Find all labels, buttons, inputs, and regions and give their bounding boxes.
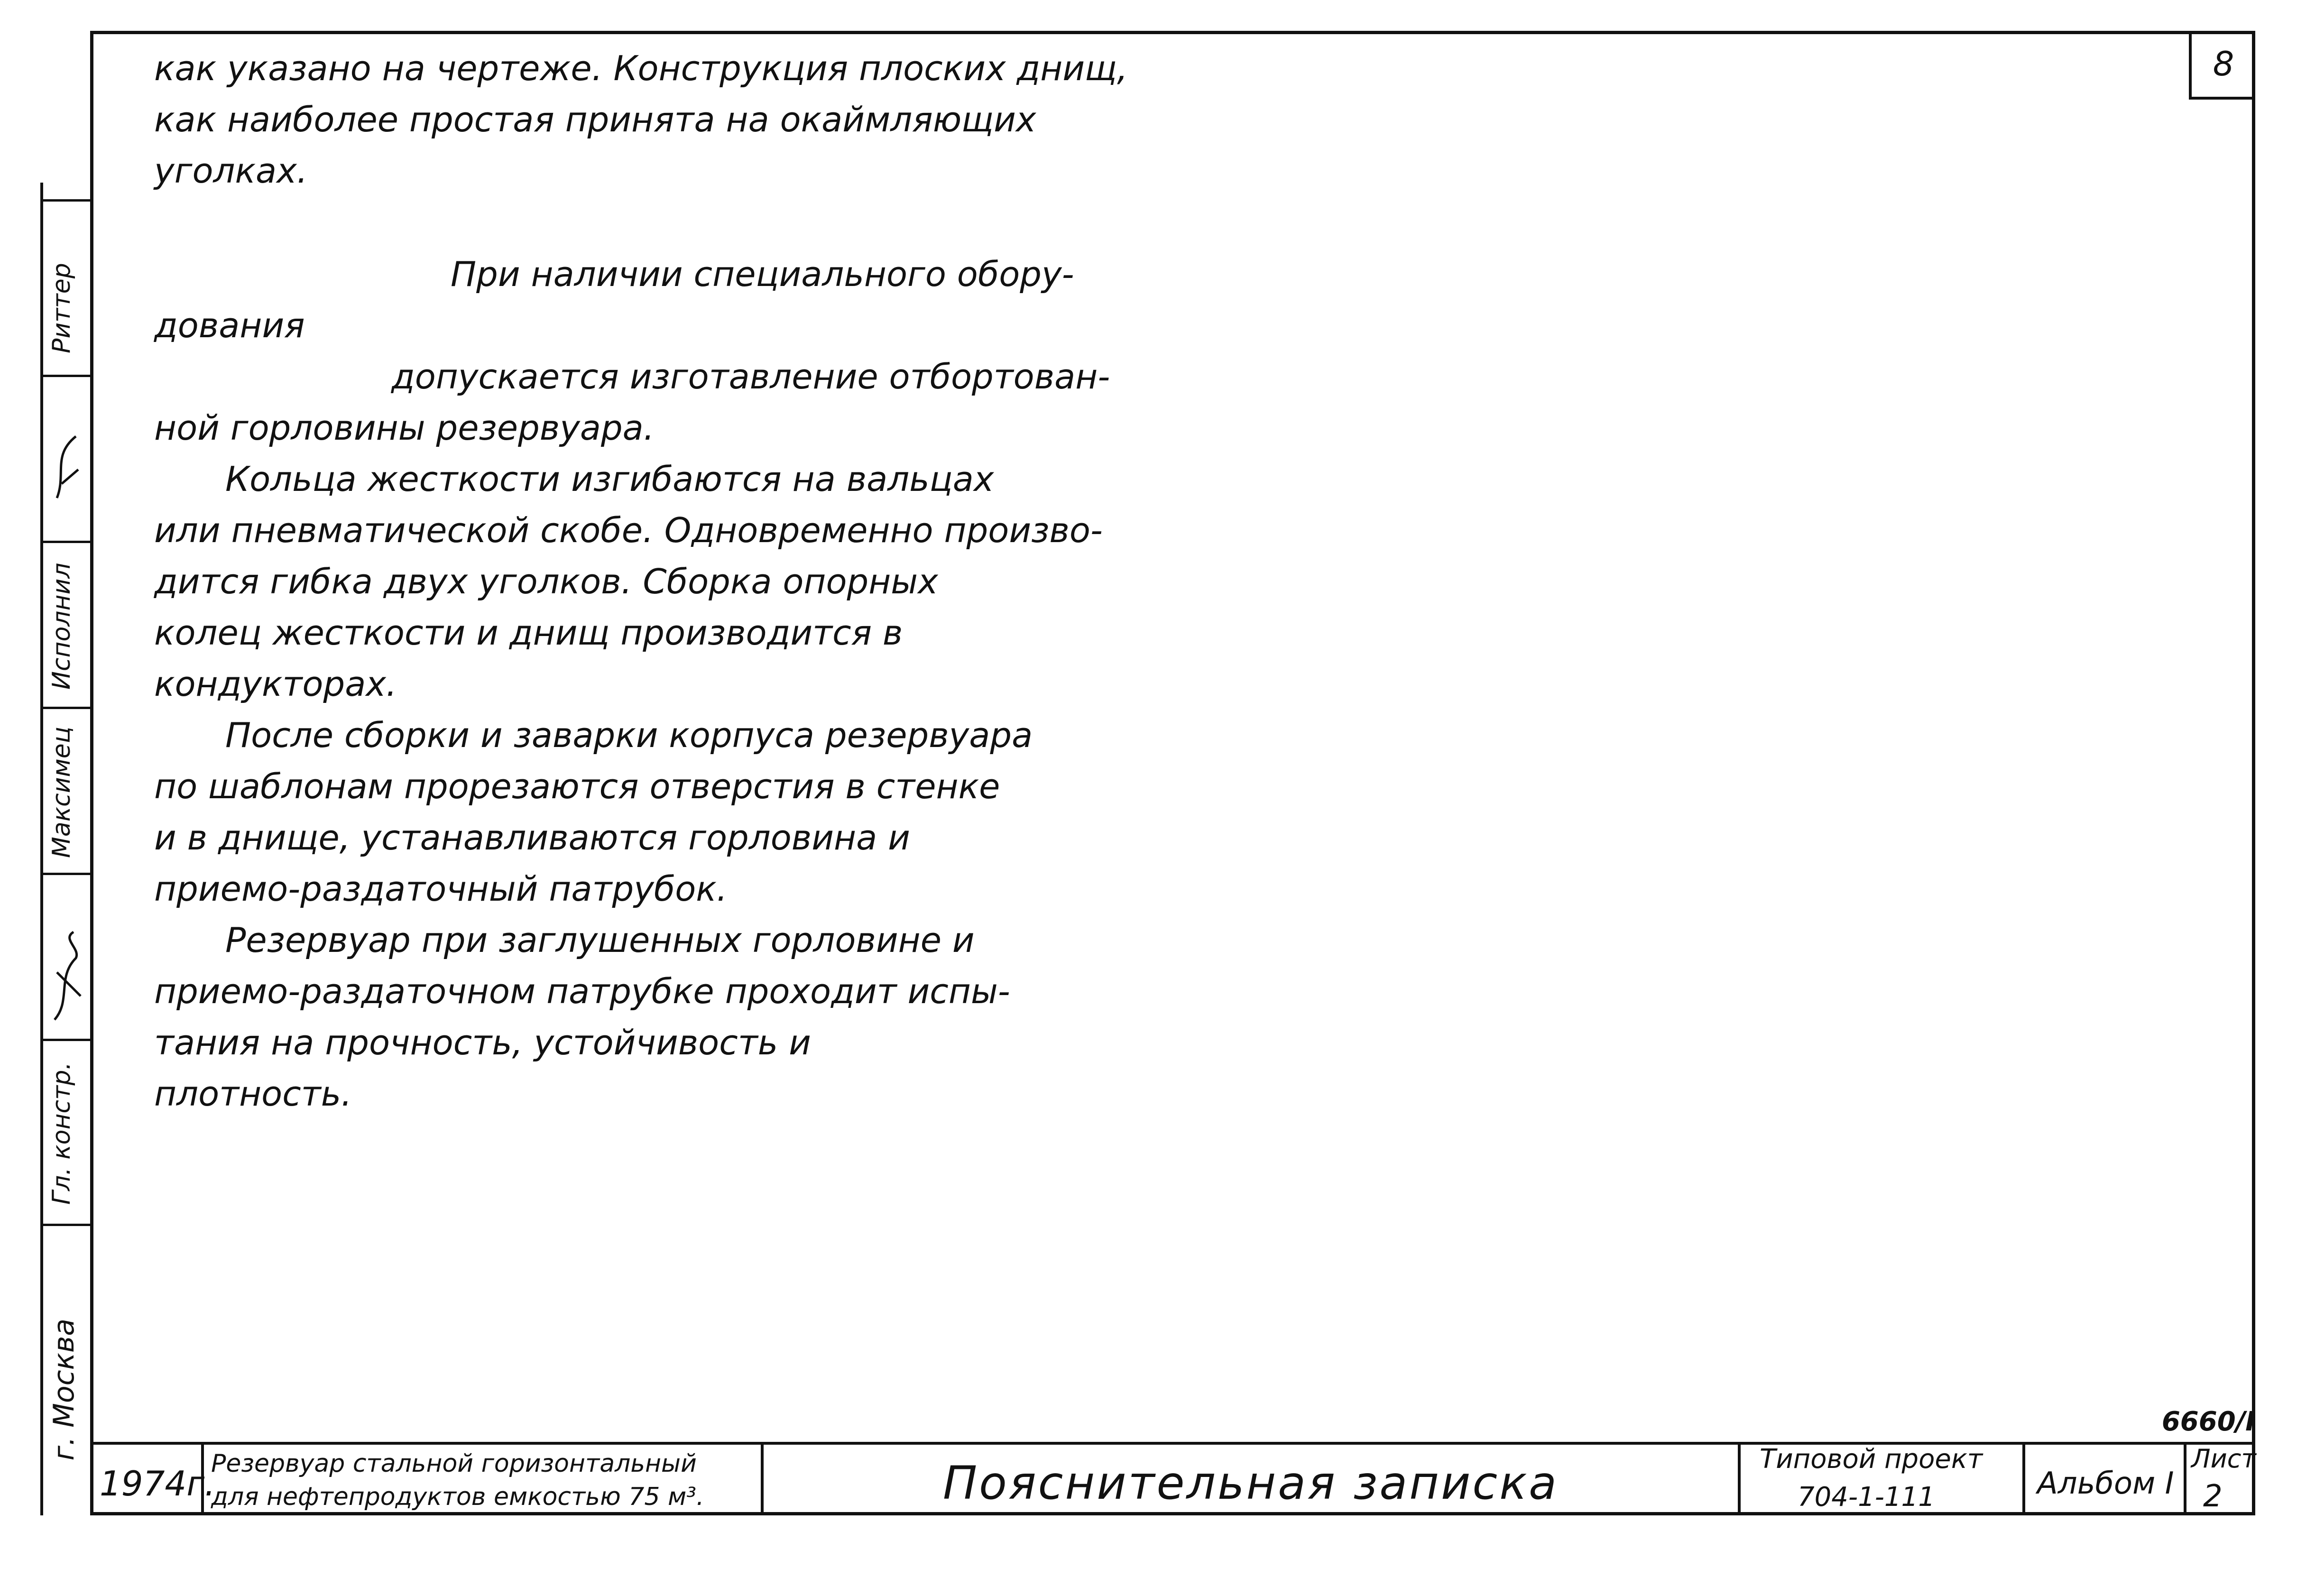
project-number: 704-1-111 (1798, 1482, 1935, 1513)
text-line: Резервуар при заглушенных горловине и (225, 920, 975, 960)
text-line: или пневматической скобе. Одновременно произво- (154, 510, 1103, 550)
text-line: дования (154, 305, 305, 345)
text-line: После сборки и заварки корпуса резервуара (225, 715, 1033, 755)
text-line: приемо-раздаточном патрубке проходит испы- (154, 971, 1010, 1011)
text-line: как наиболее простая принята на окаймляющих (154, 100, 1036, 139)
side-divider (40, 541, 90, 543)
explanatory-text (154, 43, 1126, 1119)
year-cell (90, 1445, 215, 1515)
text-line: как указано на чертеже. Конструкция плоских днищ, (154, 48, 1128, 88)
side-divider (40, 1039, 90, 1041)
signature-mark (47, 427, 85, 503)
text-line: кондукторах. (154, 664, 397, 704)
text-line: тания на прочность, устойчивость и (154, 1023, 811, 1062)
project-cell (1741, 1445, 2025, 1515)
text-line: Кольца жесткости изгибаются на вальцах (225, 459, 994, 499)
doc-title-cell (764, 1445, 1741, 1515)
text-line: по шаблонам прорезаются отверстия в стенке (154, 766, 1000, 806)
text-line: приемо-раздаточный патрубок. (154, 869, 728, 909)
text-line: плотность. (154, 1074, 352, 1114)
side-label-ispolnil: Исполнил (47, 563, 76, 690)
year: 1974г. (100, 1464, 215, 1504)
text-line: При наличии специального обору- (451, 254, 1074, 294)
text-line: колец жесткости и днищ производится в (154, 613, 903, 653)
project-label: Типовой проект (1760, 1444, 1983, 1475)
side-divider (40, 873, 90, 875)
signature-mark (47, 930, 85, 1006)
subject-line-1: Резервуар стальной горизонтальный (211, 1449, 697, 1478)
sheet-number: 8 (2189, 31, 2255, 100)
side-divider (40, 1224, 90, 1226)
title-block (90, 1442, 2255, 1515)
text-line: и в днище, устанавливаются горловина и (154, 818, 910, 858)
sheet-label: Лист (2191, 1444, 2256, 1474)
album: Альбом I (2037, 1466, 2174, 1501)
side-divider (40, 375, 90, 377)
side-label-gl-konstr: Гл. констр. (47, 1062, 76, 1205)
document-code: 6660/I (2161, 1406, 2255, 1437)
text-line: дится гибка двух уголков. Сборка опорных (154, 562, 938, 601)
city-label: г. Москва (47, 1319, 81, 1461)
doc-title: Пояснительная записка (942, 1457, 1559, 1510)
text-line: допускается изготавление отбортован- (391, 357, 1110, 397)
subject-line-2: для нефтепродуктов емкостью 75 м³. (211, 1483, 704, 1511)
subject-cell (204, 1445, 764, 1515)
sheet-cell (2186, 1445, 2255, 1515)
side-label-maksimets: Максимец (47, 726, 76, 858)
text-line: уголках. (154, 151, 308, 191)
side-stamp-line (40, 183, 43, 1515)
side-divider (40, 707, 90, 709)
text-line: ной горловины резервуара. (154, 408, 655, 448)
album-cell (2025, 1445, 2186, 1515)
sheet-value: 2 (2203, 1479, 2223, 1514)
side-divider (40, 199, 90, 202)
side-label-ritter: Риттер (47, 263, 76, 354)
